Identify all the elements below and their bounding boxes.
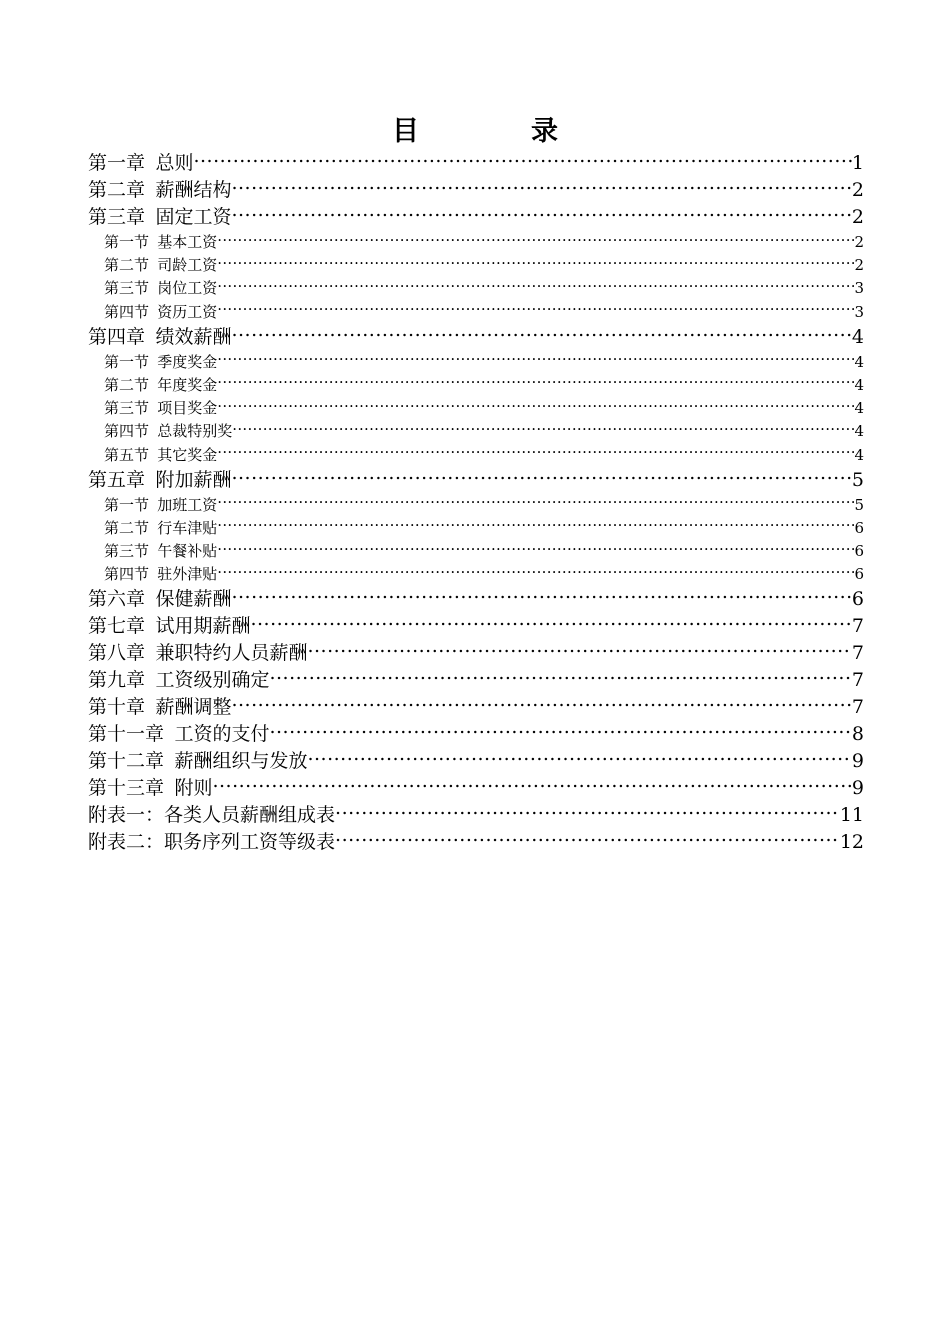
toc-chapter-entry[interactable] <box>88 721 864 748</box>
toc-chapter-entry[interactable] <box>88 829 864 856</box>
toc-page-number: 4 <box>854 399 864 418</box>
toc-entry-title: 各类人员薪酬组成表 <box>164 804 336 827</box>
toc-entry-number: 第一节 <box>104 495 150 514</box>
toc-entry-title: 绩效薪酬 <box>155 325 232 348</box>
dot-leader <box>217 232 854 247</box>
dot-leader <box>269 721 851 740</box>
toc-entry-label <box>104 444 217 467</box>
toc-entry-label <box>104 540 217 563</box>
toc-entry-number: 第二节 <box>104 256 150 275</box>
toc-entry-label <box>104 517 217 540</box>
toc-page-number: 6 <box>851 588 864 611</box>
toc-entry-title: 附则 <box>174 777 213 800</box>
toc-entry-title: 司龄工资 <box>157 256 218 275</box>
toc-entry-number: 第一章 <box>88 152 146 174</box>
toc-entry-number: 第二章 <box>88 179 146 201</box>
toc-entry-label <box>88 694 231 721</box>
toc-page-number: 6 <box>854 542 864 561</box>
dot-leader <box>232 421 854 436</box>
dot-leader <box>217 255 854 270</box>
toc-entry-title: 其它奖金 <box>157 445 218 464</box>
toc-entry-label <box>104 351 217 374</box>
toc-page-number: 1 <box>851 152 864 174</box>
toc-entry-number: 第四节 <box>104 565 150 584</box>
toc-entry-number: 第五章 <box>88 468 146 491</box>
toc-entry-number: 第二节 <box>104 518 150 537</box>
toc-section-entry[interactable] <box>88 374 864 397</box>
toc-chapter-entry[interactable] <box>88 748 864 775</box>
toc-entry-title: 项目奖金 <box>157 399 218 418</box>
toc-page-number: 9 <box>851 750 864 773</box>
toc-chapter-entry[interactable] <box>88 586 864 613</box>
toc-entry-title: 保健薪酬 <box>155 588 232 611</box>
toc-chapter-entry[interactable] <box>88 694 864 721</box>
toc-chapter-entry[interactable] <box>88 177 864 204</box>
toc-entry-number: 第九章 <box>88 669 146 692</box>
toc-section-entry[interactable] <box>88 231 864 254</box>
dot-leader <box>231 204 851 223</box>
toc-entry-title: 总则 <box>155 152 194 174</box>
dot-leader <box>212 775 851 794</box>
dot-leader <box>217 398 854 413</box>
toc-entry-title: 年度奖金 <box>157 375 218 394</box>
toc-title-right: 录 <box>531 116 558 147</box>
toc-entry-label <box>104 231 217 254</box>
toc-entry-number: 第十章 <box>88 696 146 719</box>
dot-leader <box>217 564 854 579</box>
toc-entry-title: 薪酬结构 <box>155 179 232 201</box>
toc-entry-label <box>88 640 307 667</box>
toc-list <box>88 150 864 856</box>
toc-page-number: 7 <box>851 669 864 692</box>
dot-leader <box>231 467 851 486</box>
toc-entry-label <box>104 374 217 397</box>
toc-section-entry[interactable] <box>88 563 864 586</box>
toc-entry-number: 第三节 <box>104 542 150 561</box>
toc-entry-label <box>88 667 269 694</box>
toc-entry-number: 第一节 <box>104 233 150 251</box>
dot-leader <box>231 694 851 713</box>
toc-section-entry[interactable] <box>88 540 864 563</box>
toc-page-number: 7 <box>851 696 864 719</box>
toc-entry-label <box>88 775 212 802</box>
toc-entry-title: 职务序列工资等级表 <box>164 831 336 854</box>
toc-entry-title: 薪酬组织与发放 <box>174 750 308 773</box>
toc-entry-label <box>104 254 217 277</box>
toc-title <box>0 112 950 152</box>
toc-entry-title: 行车津贴 <box>157 518 218 537</box>
toc-page-number: 3 <box>854 279 864 298</box>
dot-leader <box>217 302 854 317</box>
toc-chapter-entry[interactable] <box>88 775 864 802</box>
toc-page-number: 4 <box>854 445 864 464</box>
toc-entry-number: 附表二： <box>88 831 165 854</box>
toc-entry-title: 加班工资 <box>157 495 218 514</box>
toc-entry-number: 附表一： <box>88 804 165 827</box>
toc-section-entry[interactable] <box>88 397 864 420</box>
toc-page-number: 4 <box>851 325 864 348</box>
toc-entry-label <box>88 586 231 613</box>
toc-chapter-entry[interactable] <box>88 640 864 667</box>
dot-leader <box>231 324 851 343</box>
dot-leader <box>307 748 851 767</box>
toc-entry-title: 兼职特约人员薪酬 <box>155 642 308 665</box>
toc-section-entry[interactable] <box>88 301 864 324</box>
toc-page-number: 2 <box>854 256 864 275</box>
toc-entry-label <box>104 277 217 300</box>
toc-page-number: 5 <box>851 468 864 491</box>
toc-entry-number: 第八章 <box>88 642 146 665</box>
toc-page-number: 2 <box>851 179 864 201</box>
toc-entry-label <box>88 748 307 775</box>
toc-title-left: 目 <box>392 116 419 147</box>
dot-leader <box>250 613 851 632</box>
toc-page-number: 4 <box>854 375 864 394</box>
toc-entry-number: 第五节 <box>104 445 150 464</box>
toc-entry-title: 午餐补贴 <box>157 542 218 561</box>
dot-leader <box>231 177 851 196</box>
toc-page-number: 11 <box>839 804 864 827</box>
toc-chapter-entry[interactable] <box>88 802 864 829</box>
toc-entry-title: 驻外津贴 <box>157 565 218 584</box>
toc-page-number: 4 <box>854 422 864 441</box>
toc-page-number: 2 <box>851 206 864 228</box>
dot-leader <box>217 352 854 367</box>
toc-page-number: 5 <box>854 495 864 514</box>
toc-entry-label <box>88 324 231 351</box>
toc-chapter-entry[interactable] <box>88 204 864 231</box>
toc-page-number: 12 <box>839 831 864 854</box>
toc-entry-number: 第三节 <box>104 279 150 298</box>
toc-chapter-entry[interactable] <box>88 324 864 351</box>
toc-entry-label <box>104 420 232 443</box>
toc-entry-number: 第四章 <box>88 325 146 348</box>
dot-leader <box>231 586 851 605</box>
toc-entry-number: 第十三章 <box>88 777 165 800</box>
toc-section-entry[interactable] <box>88 444 864 467</box>
dot-leader <box>217 518 854 533</box>
dot-leader <box>217 375 854 390</box>
toc-entry-label <box>88 177 231 204</box>
toc-entry-label <box>88 467 231 494</box>
toc-entry-label <box>104 397 217 420</box>
toc-entry-title: 岗位工资 <box>157 279 218 298</box>
toc-section-entry[interactable] <box>88 420 864 443</box>
dot-leader <box>335 829 840 848</box>
toc-chapter-entry[interactable] <box>88 667 864 694</box>
toc-page-number: 6 <box>854 518 864 537</box>
toc-section-entry[interactable] <box>88 277 864 300</box>
toc-entry-title: 工资级别确定 <box>155 669 270 692</box>
toc-page-number: 6 <box>854 565 864 584</box>
toc-entry-title: 附加薪酬 <box>155 468 232 491</box>
toc-entry-label <box>88 150 193 177</box>
toc-entry-number: 第十二章 <box>88 750 165 773</box>
toc-entry-number: 第七章 <box>88 615 146 638</box>
toc-entry-number: 第三章 <box>88 206 146 228</box>
toc-entry-number: 第二节 <box>104 375 150 394</box>
toc-entry-title: 试用期薪酬 <box>155 615 251 638</box>
toc-entry-title: 工资的支付 <box>174 723 270 746</box>
dot-leader <box>335 802 840 821</box>
toc-entry-number: 第四节 <box>104 302 150 321</box>
toc-entry-label <box>104 494 217 517</box>
toc-entry-title: 基本工资 <box>157 233 218 251</box>
toc-entry-title: 薪酬调整 <box>155 696 232 719</box>
toc-section-entry[interactable] <box>88 254 864 277</box>
toc-entry-label <box>88 721 269 748</box>
toc-entry-title: 总裁特别奖 <box>157 422 233 441</box>
toc-entry-label <box>88 613 250 640</box>
toc-entry-number: 第四节 <box>104 422 150 441</box>
toc-entry-label <box>88 204 231 231</box>
toc-page-number: 3 <box>854 302 864 321</box>
toc-page-number: 8 <box>851 723 864 746</box>
toc-section-entry[interactable] <box>88 351 864 374</box>
toc-chapter-entry[interactable] <box>88 467 864 494</box>
dot-leader <box>217 445 854 460</box>
toc-page-number: 7 <box>851 615 864 638</box>
dot-leader <box>217 541 854 556</box>
toc-entry-title: 资历工资 <box>157 302 218 321</box>
toc-page-number: 9 <box>851 777 864 800</box>
toc-entry-number: 第六章 <box>88 588 146 611</box>
toc-section-entry[interactable] <box>88 517 864 540</box>
toc-entry-number: 第十一章 <box>88 723 165 746</box>
toc-section-entry[interactable] <box>88 494 864 517</box>
dot-leader <box>193 150 851 169</box>
toc-entry-number: 第三节 <box>104 399 150 418</box>
toc-entry-label <box>104 563 217 586</box>
dot-leader <box>217 495 854 510</box>
toc-entry-number: 第一节 <box>104 352 150 371</box>
toc-chapter-entry[interactable] <box>88 150 864 177</box>
toc-entry-title: 季度奖金 <box>157 352 218 371</box>
dot-leader <box>307 640 851 659</box>
toc-chapter-entry[interactable] <box>88 613 864 640</box>
toc-page-number: 2 <box>854 233 864 251</box>
toc-entry-label <box>104 301 217 324</box>
toc-page-number: 7 <box>851 642 864 665</box>
toc-entry-title: 固定工资 <box>155 206 232 228</box>
dot-leader <box>217 278 854 293</box>
toc-entry-label <box>88 802 335 829</box>
toc-page-number: 4 <box>854 352 864 371</box>
toc-entry-label <box>88 829 335 856</box>
dot-leader <box>269 667 851 686</box>
